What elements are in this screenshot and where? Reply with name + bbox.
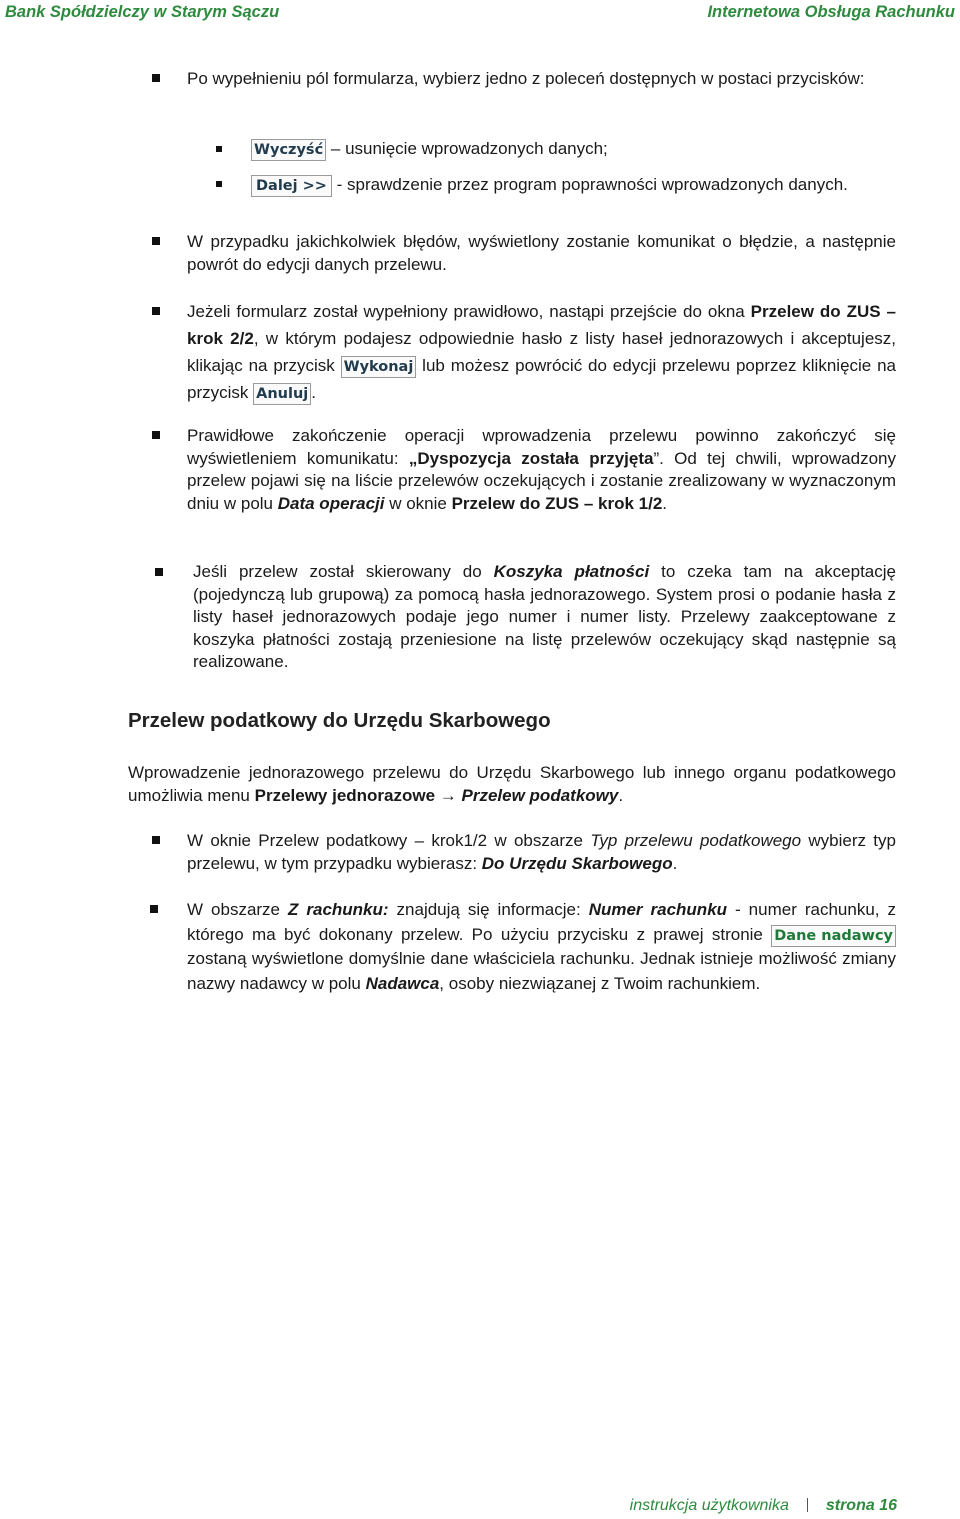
- paragraph: Wprowadzenie jednorazowego przelewu do Urzędu Skarbowego lub innego organu podatkowego umożliwia menu Przelewy jednorazowe → Przelew podatkowy.: [128, 763, 896, 805]
- footer-label: instrukcja użytkownika: [629, 1497, 789, 1514]
- list-item: Wyczyść – usunięcie wprowadzonych danych;: [251, 138, 896, 161]
- list-item: Prawidłowe zakończenie operacji wprowadzenia przelewu powinno zakończyć się wyświetleniem komunikatu: „Dyspozycja została przyjęta”. Od tej chwili, wprowadzony przelew pojawi się na liście przelewów oczekujących i zostanie zrealizowany w wyznaczonym dniu w polu Data operacji w oknie Przelew do ZUS – krok 1/2.: [187, 426, 896, 513]
- bank-name: Bank Spółdzielczy w Starym Sączu: [5, 3, 280, 21]
- bullet-square-icon: [152, 836, 160, 844]
- sender-data-button[interactable]: Dane nadawcy: [771, 925, 896, 947]
- page-number: 16: [879, 1497, 897, 1514]
- clear-button[interactable]: Wyczyść: [251, 139, 326, 161]
- bullet-small-square-icon: [216, 181, 222, 187]
- execute-button[interactable]: Wykonaj: [341, 356, 417, 378]
- bullet-square-icon: [155, 568, 163, 576]
- list-item: Dalej >> - sprawdzenie przez program poprawności wprowadzonych danych.: [251, 174, 896, 197]
- list-item: Jeżeli formularz został wypełniony prawidłowo, nastąpi przejście do okna Przelew do ZUS – krok 2/2, w którym podajesz odpowiednie hasło z listy haseł jednorazowych i akceptujesz, klikając na przycisk Wykonaj lub możesz powrócić do edycji przelewu poprzez kliknięcie na przycisk Anuluj .: [187, 298, 896, 406]
- page-header: [5, 3, 955, 25]
- page-footer: [630, 1497, 897, 1515]
- cancel-button[interactable]: Anuluj: [253, 383, 311, 405]
- list-item: W obszarze Z rachunku: znajdują się informacje: Numer rachunku - numer rachunku, z którego ma być dokonany przelew. Po użyciu przycisku z prawej stronie Dane nadawcy zostaną wyświetlone domyślnie dane właściciela rachunku. Jednak istnieje możliwość zmiany nazwy nadawcy w polu Nadawca, osoby niezwiązanej z Twoim rachunkiem.: [187, 900, 896, 993]
- list-item: Jeśli przelew został skierowany do Koszyka płatności to czeka tam na akceptację (pojedynczą lub grupową) za pomocą hasła jednorazowego. System prosi o podanie hasła z listy haseł jednorazowych podaje jego numer i numer listy. Przelewy zaakceptowane z koszyka płatności zostają przeniesione na listę przelewów oczekujący skąd następnie są realizowane.: [193, 562, 896, 671]
- bullet-small-square-icon: [216, 146, 222, 152]
- list-item: W oknie Przelew podatkowy – krok1/2 w obszarze Typ przelewu podatkowego wybierz typ przelewu, w tym przypadku wybierasz: Do Urzędu Skarbowego.: [187, 831, 896, 873]
- list-item: W przypadku jakichkolwiek błędów, wyświetlony zostanie komunikat o błędzie, a następnie powrót do edycji danych przelewu.: [187, 232, 896, 274]
- section-title: Przelew podatkowy do Urzędu Skarbowego: [128, 709, 551, 732]
- next-button[interactable]: Dalej >>: [251, 175, 332, 197]
- bullet-square-icon: [152, 237, 160, 245]
- list-item: Po wypełnieniu pól formularza, wybierz jedno z poleceń dostępnych w postaci przycisków:: [187, 69, 865, 88]
- bullet-square-icon: [152, 431, 160, 439]
- footer-divider: [807, 1498, 808, 1512]
- bullet-square-icon: [152, 307, 160, 315]
- arrow-right-icon: →: [435, 785, 462, 805]
- bullet-square-icon: [150, 905, 158, 913]
- bullet-square-icon: [152, 74, 160, 82]
- service-name: Internetowa Obsługa Rachunku: [707, 3, 955, 21]
- page-label: strona: [825, 1497, 875, 1514]
